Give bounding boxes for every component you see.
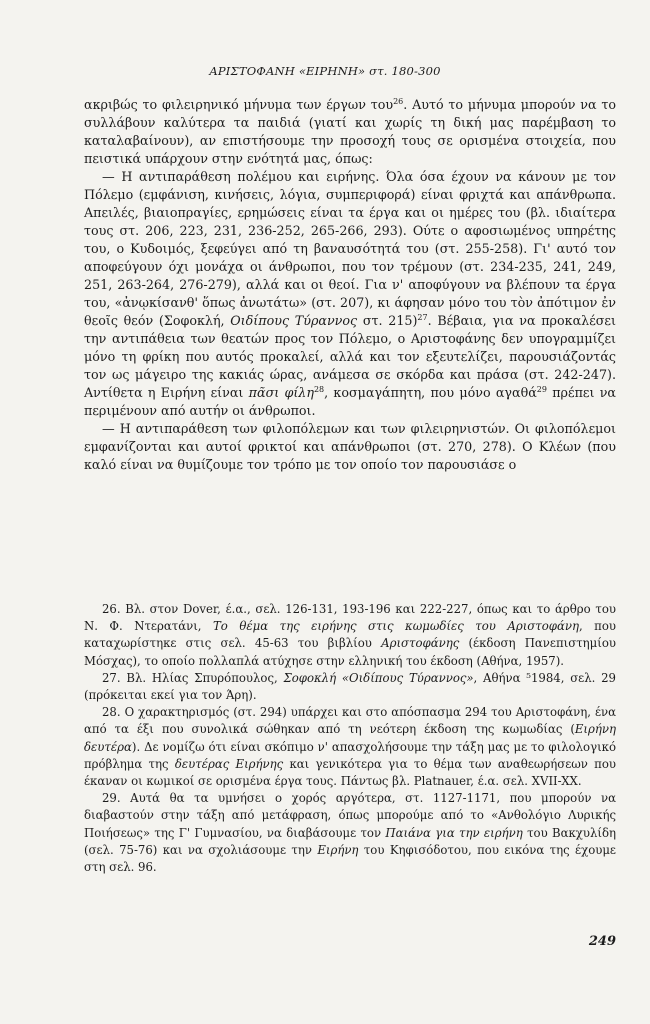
- footnote-ref-29: 29: [536, 384, 547, 394]
- footnotes: [84, 601, 616, 876]
- page-number: 249: [588, 934, 616, 949]
- footnote-28: 28. Ο χαρακτηρισμός (στ. 294) υπάρχει και στο απόσπασμα 294 του Αριστοφάνη, ένα από τα έξι που συνολικά σώθηκαν από τη νεότερη έκδοση της κωμωδίας (Ειρήνη δευτέρα). Δε νομίζω ότι είναι σκόπιμο ν' απασχολήσουμε την τάξη μας με το φιλολογικό πρόβλημα της δευτέρας Ειρήνης και γενικότερα για το θέμα των αναθεωρήσεων που έκαναν οι κωμικοί σε ορισμένα έργα τους. Πάντως βλ. Platnauer, έ.α. σελ. XVII-XX.: [84, 705, 617, 789]
- footnote-ref-27: 27: [417, 312, 428, 322]
- paragraph-3: — Η αντιπαράθεση των φιλοπόλεμων και των φιλειρηνιστών. Οι φιλοπόλεμοι εμφανίζονται και αυτοί φρικτοί και απάνθρωποι (στ. 270, 278). Ο Κλέων (που καλό είναι να θυμίζουμε τον τρόπο με τον οποίο τον παρουσιάσε ο: [84, 421, 616, 472]
- footnote-ref-26: 26: [393, 96, 404, 106]
- paragraph-2: — Η αντιπαράθεση πολέμου και ειρήνης. Όλα όσα έχουν να κάνουν με τον Πόλεμο (εμφάνιση, κινήσεις, λόγια, συμπεριφορά) είναι φριχτά και απάνθρωπα. Απειλές, βιαιοπραγίες, ερημώσεις είναι τα έργα και οι ημέρες του (βλ. ιδιαίτερα τους στ. 206, 223, 231, 236-252, 265-266, 293). Ούτε ο αφοσιωμένος υπηρέτης του, ο Κυδοιμός, ξεφεύγει από τη βαναυσότητά του (στ. 255-258). Γι' αυτό τον αποφεύγουν όχι μονάχα οι άνθρωποι, που τον τρέμουν (στ. 234-235, 241, 249, 251, 263-264, 276-279), αλλά και οι θεοί. Για ν' αποφύγουν να βλέπουν τα έργα του, «ἀνῳκίσανθ' ὅπως ἀνωτάτω» (στ. 207), κι άφησαν μόνο του τὸν ἀπότιμον ἐν θεοῖς θεόν (Σοφοκλή, Οιδίπους Τύραννος στ. 215)$^{27}$. Βέβαια, για να προκαλέσει την αντιπάθεια των θεατών προς τον Πόλεμο, ο Αριστοφάνης δεν υπογραμμίζει μόνο τη φρίκη που αυτός προκαλεί, αλλά και τον εξευτελίζει, παρουσιάζοντάς τον ως μάγειρο της κακιάς ώρας, ανάμεσα σε σκόρδα και πράσα (στ. 242-247). Αντίθετα η Ειρήνη είναι πᾶσι φίλη$^{28}$, κοσμαγάπητη, που μόνο αγαθά$^{29}$ πρέπει να περιμένουν από αυτήν οι άνθρωποι.: [84, 169, 616, 418]
- footnote-29: 29. Αυτά θα τα υμνήσει ο χορός αργότερα, στ. 1127-1171, που μπορούν να διαβαστούν στην τάξη από μετάφραση, όπως μπορούμε από το «Ανθολόγιο Λυρικής Ποιήσεως» της Γ' Γυμνασίου, να διαβάσουμε τον Παιάνα για την ειρήνη του Βακχυλίδη (σελ. 75-76) και να σχολιάσουμε την Ειρήνη του Κηφισόδοτου, που εικόνα της έχουμε στη σελ. 96.: [84, 791, 616, 875]
- footnote-27: 27. Βλ. Ηλίας Σπυρόπουλος, Σοφοκλή «Οιδίπους Τύραννος», Αθήνα ⁵1984, σελ. 29 (πρόκειται εκεί για τον Άρη).: [84, 670, 616, 703]
- footnote-26: 26. Βλ. στον Dover, έ.α., σελ. 126-131, 193-196 και 222-227, όπως και το άρθρο του Ν. Φ. Ντερατάνι, Το θέμα της ειρήνης στις κωμωδίες του Αριστοφάνη, που καταχωρίστηκε στις σελ. 45-63 του βιβλίου Αριστοφάνης (έκδοση Πανεπιστημίου Μόσχας), το οποίο πολλαπλά ατύχησε στην ελληνική του έκδοση (Αθήνα, 1957).: [84, 602, 616, 668]
- footnote-ref-28: 28: [313, 384, 325, 394]
- running-header: ΑΡΙΣΤΟΦΑΝΗ «ΕΙΡΗΝΗ» στ. 180-300: [209, 64, 441, 78]
- paragraph-1: ακριβώς το φιλειρηνικό μήνυμα των έργων του$^{26}$. Αυτό το μήνυμα μπορούν να το συλλάβουν καλύτερα τα παιδιά (γιατί και χωρίς τη δική μας παρέμβαση το καταλαβαίνουν), αν επιστήσουμε την προσοχή τους σε ορισμένα στοιχεία, που πειστικά υπάρχουν στην ενότητά μας, όπως:: [84, 96, 616, 166]
- main-text: [84, 96, 616, 474]
